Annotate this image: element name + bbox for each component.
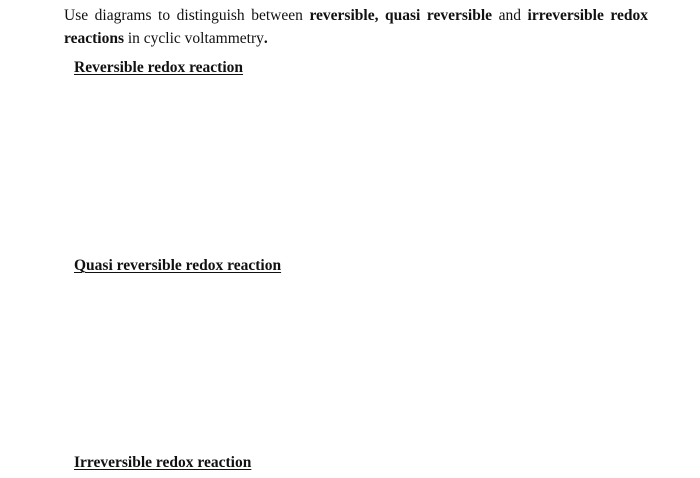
question-text: [64, 4, 648, 50]
heading-reversible: Reversible redox reaction: [74, 59, 244, 76]
question-segment: Use diagrams to distinguish between: [64, 7, 310, 24]
question-segment-bold: irreversible redox reactions: [64, 7, 649, 47]
question-segment-bold: reversible, quasi reversible: [309, 7, 493, 24]
heading-quasi-reversible: Quasi reversible redox reaction: [74, 257, 282, 274]
heading-irreversible: Irreversible redox reaction: [74, 454, 252, 471]
question-segment: and: [492, 7, 528, 24]
answer-space-reversible: [64, 84, 648, 249]
question-segment-bold: .: [263, 30, 268, 47]
answer-space-quasi-reversible: [64, 282, 648, 447]
question-segment: in cyclic voltammetry: [123, 30, 264, 47]
